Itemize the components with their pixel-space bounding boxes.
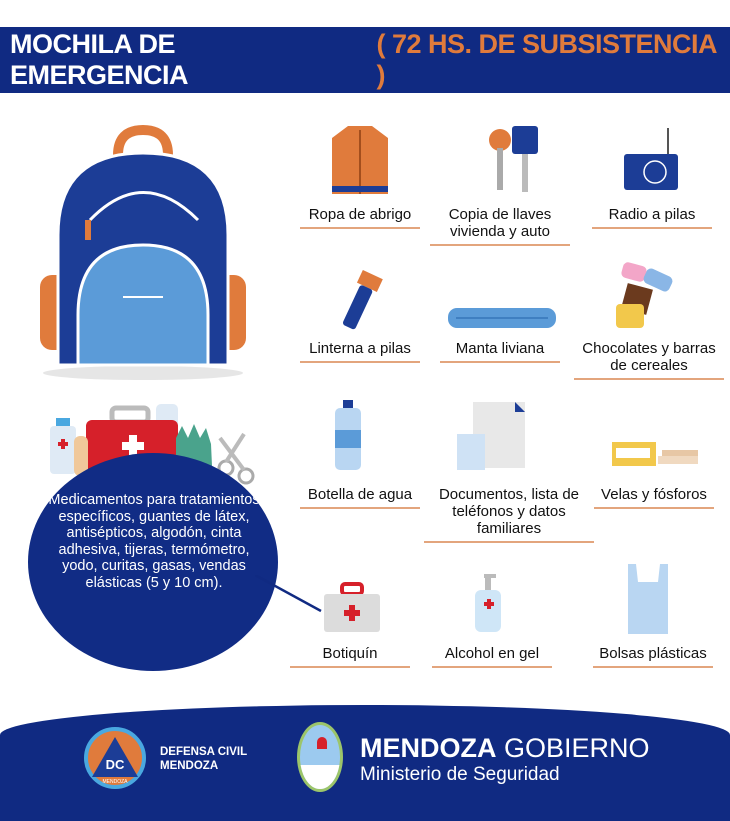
header-banner	[0, 27, 730, 93]
item-manta: Manta liviana	[430, 340, 570, 363]
blanket-icon	[448, 306, 556, 330]
item-documentos: Documentos, lista de teléfonos y datos familiares	[424, 486, 594, 543]
item-bolsas: Bolsas plásticas	[580, 645, 726, 668]
svg-text:DC: DC	[105, 757, 125, 772]
item-alcohol-en-gel: Alcohol en gel	[422, 645, 562, 668]
defensa-civil-text: DEFENSA CIVIL MENDOZA	[160, 746, 248, 772]
keys-icon	[486, 124, 542, 194]
item-linterna: Linterna a pilas	[290, 340, 430, 363]
plastic-bag-icon	[626, 562, 670, 636]
item-chocolates: Chocolates y barras de cereales	[574, 340, 724, 380]
item-botiquin: Botiquín	[280, 645, 420, 668]
page-subtitle: ( 72 HS. DE SUBSISTENCIA )	[376, 29, 717, 90]
candles-matches-icon	[610, 438, 702, 470]
hand-sanitizer-icon	[472, 572, 504, 634]
defensa-civil-logo	[84, 727, 146, 789]
ministry-name: Ministerio de Seguridad	[360, 764, 560, 785]
page-title: MOCHILA DE EMERGENCIA	[10, 29, 189, 90]
backpack-icon	[38, 125, 248, 385]
first-aid-note: Medicamentos para tratamientos específicos, guantes de látex, antisépticos, algodón, cinta adhesiva, tijeras, termómetro, yodo, curitas, gasas, vendas elásticas (5 y 10 cm).	[48, 492, 260, 591]
documents-icon	[455, 402, 527, 472]
jacket-icon	[330, 124, 390, 196]
water-bottle-icon	[333, 400, 363, 472]
item-copia-de-llaves: Copia de llaves vivienda y auto	[430, 206, 570, 246]
svg-text:MENDOZA: MENDOZA	[102, 779, 128, 785]
flashlight-icon	[338, 270, 384, 332]
item-velas: Velas y fósforos	[584, 486, 724, 509]
chocolates-icon	[612, 258, 678, 332]
item-botella-de-agua: Botella de agua	[280, 486, 440, 509]
item-radio: Radio a pilas	[582, 206, 722, 229]
item-ropa-de-abrigo: Ropa de abrigo	[290, 206, 430, 229]
radio-icon	[622, 128, 680, 192]
first-aid-kit-icon	[322, 582, 382, 634]
mendoza-gobierno-title: MENDOZA GOBIERNO	[360, 733, 650, 763]
pointer-line	[255, 575, 325, 615]
mendoza-coat-of-arms-icon	[297, 722, 343, 792]
